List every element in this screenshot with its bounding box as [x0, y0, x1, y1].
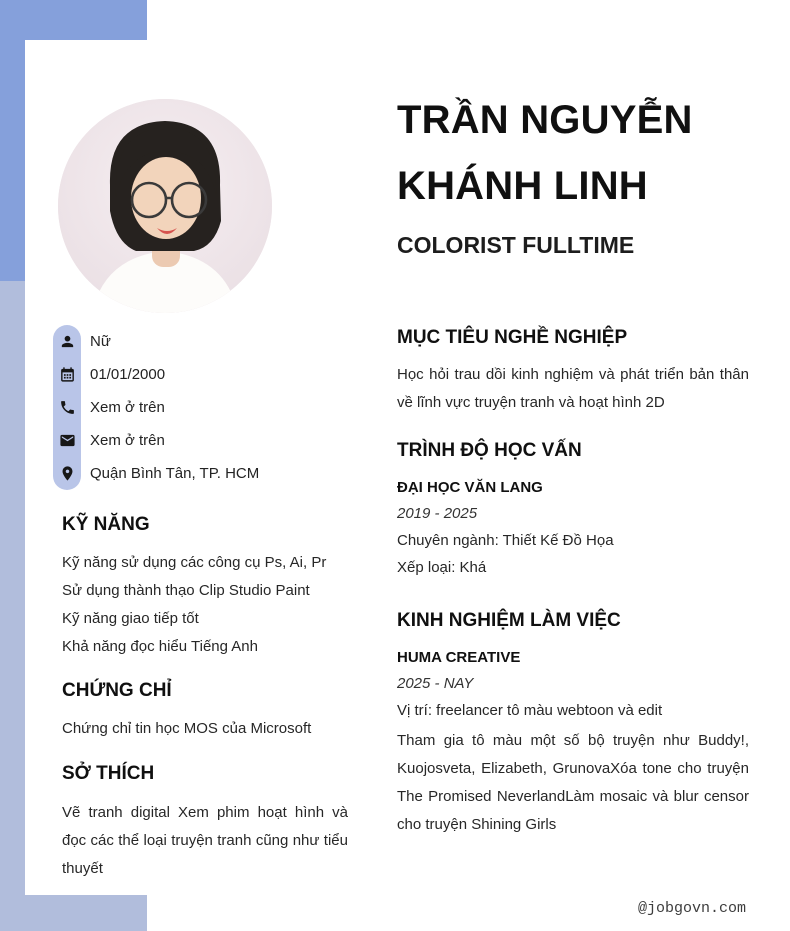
skills-list — [62, 549, 348, 661]
location-pin-icon — [53, 465, 81, 482]
hobbies-text: Vẽ tranh digital Xem phim hoạt hình và đọc các thể loại truyện tranh cũng như tiểu thuyết — [62, 804, 348, 877]
list-item: Kỹ năng giao tiếp tốt — [62, 610, 199, 627]
hobbies-heading: SỞ THÍCH — [62, 763, 155, 784]
experience-period: 2025 - NAY — [397, 675, 474, 692]
email-icon — [53, 432, 81, 449]
education-period: 2019 - 2025 — [397, 505, 478, 522]
education-major: Chuyên ngành: Thiết Kế Đồ Họa — [397, 532, 614, 549]
list-item: Kỹ năng sử dụng các công cụ Ps, Ai, Pr — [62, 554, 327, 571]
deco-top-left-block — [0, 0, 147, 40]
experience-position: Vị trí: freelancer tô màu webtoon và edit — [397, 702, 663, 719]
phone-icon — [53, 399, 81, 416]
birthday-value: 01/01/2000 — [90, 366, 166, 383]
list-item: Khả năng đọc hiểu Tiếng Anh — [62, 638, 258, 655]
experience-company: HUMA CREATIVE — [397, 649, 521, 666]
watermark: @jobgovn.com — [638, 900, 747, 917]
objective-heading: MỤC TIÊU NGHỀ NGHIỆP — [397, 327, 628, 348]
profile-photo — [58, 99, 272, 313]
right-column — [397, 325, 749, 839]
contact-row-gender — [53, 325, 348, 358]
education-school: ĐẠI HỌC VĂN LANG — [397, 479, 543, 496]
deco-bottom-left-block — [0, 895, 147, 931]
candidate-name-line2: KHÁNH LINH — [397, 164, 648, 208]
contact-info — [53, 325, 348, 490]
list-item: Chứng chỉ tin học MOS của Microsoft — [62, 720, 312, 737]
list-item: Sử dụng thành thạo Clip Studio Paint — [62, 582, 310, 599]
certificates-section — [62, 678, 348, 743]
education-section — [397, 438, 749, 578]
contact-row-email — [53, 424, 348, 457]
objective-text: Học hỏi trau dồi kinh nghiệm và phát triển bản thân về lĩnh vực truyện tranh và hoạt hình 2D — [397, 366, 749, 411]
contact-row-phone — [53, 391, 348, 424]
gender-value: Nữ — [90, 333, 111, 350]
objective-section — [397, 325, 749, 417]
calendar-icon — [53, 366, 81, 383]
certificates-heading: CHỨNG CHỈ — [62, 680, 172, 701]
certificates-list — [62, 715, 348, 743]
person-icon — [53, 333, 81, 350]
contact-row-address — [53, 457, 348, 490]
email-value: Xem ở trên — [90, 432, 165, 449]
address-value: Quận Bình Tân, TP. HCM — [90, 465, 260, 482]
deco-left-bar-bottom — [0, 281, 25, 931]
skills-section — [62, 512, 348, 661]
job-title: COLORIST FULLTIME — [397, 232, 635, 258]
contact-row-birthday — [53, 358, 348, 391]
phone-value: Xem ở trên — [90, 399, 165, 416]
hobbies-section — [62, 761, 348, 883]
left-column — [53, 325, 348, 883]
candidate-name-line1: TRẦN NGUYỄN — [397, 98, 693, 142]
experience-section — [397, 608, 749, 839]
experience-description: Tham gia tô màu một số bộ truyện như Buddy!, Kuojosveta, Elizabeth, GrunovaXóa tone cho truyện The Promised NeverlandLàm mosaic và blur censor cho truyện Shining Girls — [397, 732, 749, 833]
experience-heading: KINH NGHIỆM LÀM VIỆC — [397, 610, 621, 631]
education-heading: TRÌNH ĐỘ HỌC VẤN — [397, 440, 582, 461]
header — [397, 87, 762, 260]
deco-left-bar-top — [0, 0, 25, 281]
education-grade: Xếp loại: Khá — [397, 559, 487, 576]
skills-heading: KỸ NĂNG — [62, 514, 150, 535]
avatar-illustration — [58, 99, 272, 313]
